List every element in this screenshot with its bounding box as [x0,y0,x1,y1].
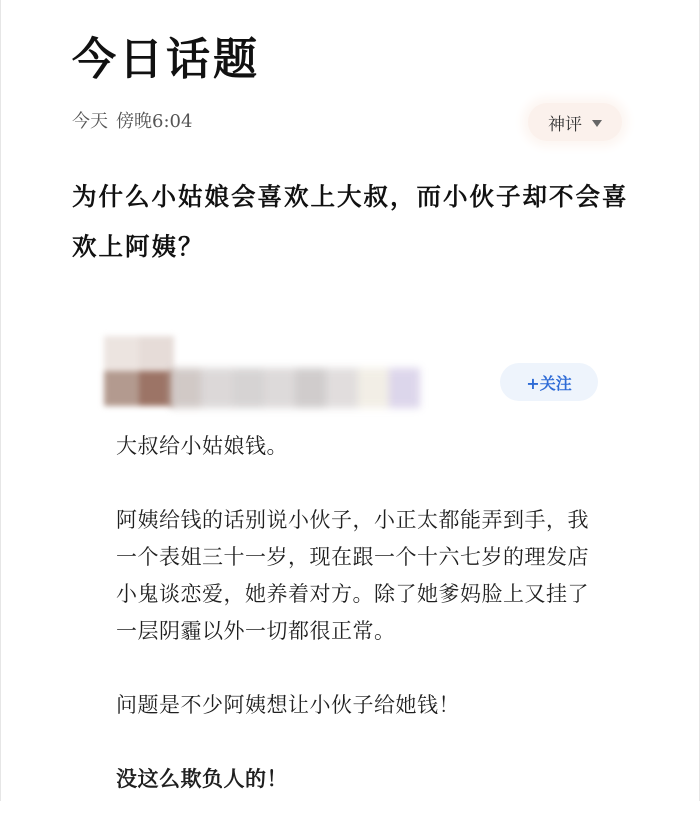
chevron-down-icon [592,120,602,127]
answer-paragraph: 阿姨给钱的话别说小伙子，小正太都能弄到手，我一个表姐三十一岁，现在跟一个十六七岁的理发店小鬼谈恋爱，她养着对方。除了她爹妈脸上又挂了一层阴霾以外一切都很正常。 [116,508,589,643]
sort-label: 神评 [548,114,582,135]
post-date: 今天 [72,111,108,132]
answer-body [116,428,596,835]
follow-button[interactable]: +关注 [500,363,598,401]
question-title: 为什么小姑娘会喜欢上大叔，而小伙子却不会喜欢上阿姨？ [72,182,629,261]
answer-paragraph: 问题是不少阿姨想让小伙子给她钱！ [116,693,460,717]
sort-dropdown-button[interactable] [528,103,622,141]
post-time: 傍晚6:04 [116,111,193,132]
answer-paragraph: 大叔给小姑娘钱。 [116,434,288,458]
avatar[interactable] [104,336,174,406]
answer-paragraph-emphasis: 没这么欺负人的！ [116,767,288,791]
author-name[interactable] [170,368,420,408]
page-title: 今日话题 [72,34,260,85]
post-meta [72,108,192,136]
